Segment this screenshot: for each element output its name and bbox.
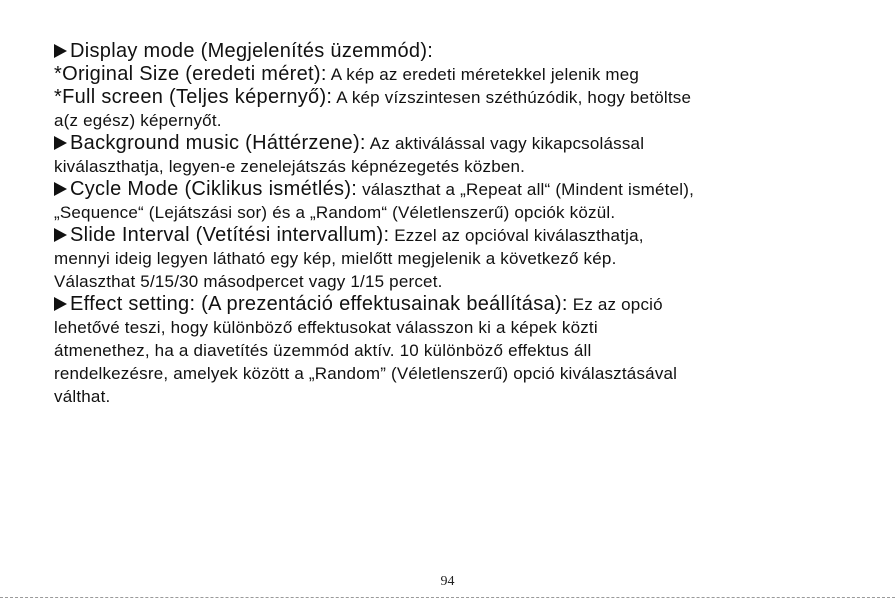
effect-setting-text-line — [54, 362, 854, 385]
cycle-mode-text-line — [54, 201, 854, 224]
page-number: 94 — [440, 574, 455, 589]
slide-interval-text-continued: mennyi ideig legyen látható egy kép, mielőtt megjelenik a következő kép. — [54, 249, 617, 268]
original-size-line — [54, 63, 854, 86]
full-screen-line — [54, 86, 854, 109]
slide-interval-text: Ezzel az opcióval kiválaszthatja, — [394, 226, 644, 245]
display-mode-heading: Display mode (Megjelenítés üzemmód): — [70, 40, 434, 62]
bullet-triangle-icon — [54, 182, 67, 196]
slide-interval-text-line — [54, 247, 854, 270]
full-screen-heading: *Full screen (Teljes képernyő): — [54, 86, 333, 108]
cycle-mode-text-continued: „Sequence“ (Lejátszási sor) és a „Random“ (Véletlenszerű) opciók közül. — [54, 203, 616, 222]
original-size-heading: *Original Size (eredeti méret): — [54, 63, 327, 85]
slide-interval-line — [54, 224, 854, 247]
effect-setting-text-continued: lehetővé teszi, hogy különböző effektusokat válasszon ki a képek közti — [54, 318, 598, 337]
effect-setting-text-line — [54, 339, 854, 362]
slide-interval-heading: Slide Interval (Vetítési intervallum): — [70, 224, 390, 246]
effect-setting-text-continued: rendelkezésre, amelyek között a „Random” (Véletlenszerű) opció kiválasztásával — [54, 364, 678, 383]
background-music-text-continued: kiválaszthatja, legyen-e zenelejátszás képnézegetés közben. — [54, 157, 526, 176]
bullet-triangle-icon — [54, 297, 67, 311]
full-screen-text-line — [54, 109, 854, 132]
cycle-mode-line — [54, 178, 854, 201]
effect-setting-line — [54, 293, 854, 316]
effect-setting-text-end: válthat. — [54, 387, 111, 406]
background-music-text: Az aktiválással vagy kikapcsolással — [369, 134, 645, 153]
bottom-dashed-divider — [0, 597, 895, 598]
bullet-triangle-icon — [54, 44, 67, 58]
bullet-triangle-icon — [54, 228, 67, 242]
effect-setting-text-line — [54, 385, 854, 408]
background-music-text-line — [54, 155, 854, 178]
effect-setting-text-line — [54, 316, 854, 339]
effect-setting-text-continued: átmenethez, ha a diavetítés üzemmód aktív. 10 különböző effektus áll — [54, 341, 592, 360]
background-music-line — [54, 132, 854, 155]
original-size-text: A kép az eredeti méretekkel jelenik meg — [330, 65, 640, 84]
manual-page-content — [54, 40, 854, 408]
bullet-triangle-icon — [54, 136, 67, 150]
effect-setting-text: Ez az opció — [572, 295, 663, 314]
slide-interval-text-line — [54, 270, 854, 293]
full-screen-text: A kép vízszintesen széthúzódik, hogy betöltse — [336, 88, 692, 107]
effect-setting-heading: Effect setting: (A prezentáció effektusainak beállítása): — [70, 293, 568, 315]
cycle-mode-text: választhat a „Repeat all“ (Mindent ismétel), — [362, 180, 695, 199]
slide-interval-options-text: Választhat 5/15/30 másodpercet vagy 1/15 percet. — [54, 272, 443, 291]
background-music-heading: Background music (Háttérzene): — [70, 132, 366, 154]
display-mode-line — [54, 40, 854, 63]
full-screen-text-continued: a(z egész) képernyőt. — [54, 111, 222, 130]
cycle-mode-heading: Cycle Mode (Ciklikus ismétlés): — [70, 178, 358, 200]
